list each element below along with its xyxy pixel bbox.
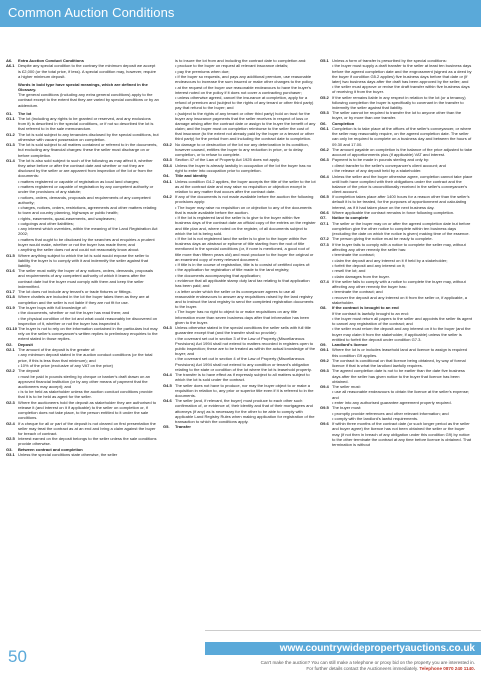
clause-text: The deposit [18,368,40,374]
clause [320,147,473,157]
clause-text: • rights, easements, quasi-easements, and wayleaves; [18,216,159,221]
clause-text: • the documents, whether or not the buyer has read them; and [18,310,159,315]
footer-note [188,660,475,672]
clause-text: The buyer is not to rely on the information contained in the particulars but may rely on the seller's conveyancer's written replies to preliminary enquiries to the extent stated in those replies. [18,326,158,342]
clause-text: Words in bold type have special meanings, which are defined in the Glossary. [18,81,148,92]
clause-text: Where applicable the contract remains in force following completion. [332,209,455,215]
clause-text: • is to be held as stakeholder unless the auction conduct conditions provide that it is to be held as agent for the seller. [18,389,159,399]
clause [320,95,473,110]
bullet-item [163,309,316,324]
footer-note-line1: Can't make the auction? You can still make a telephone or proxy bid on the property you are interested in. [260,660,475,665]
clause-number: G3.3 [163,157,172,163]
clause-text: Where the auctioneers hold the deposit as stakeholder they are authorised to release it (and interest on it if applicable) to the seller on completion or, if completion does not take place, to the person entitled to it under the sale conditions. [18,399,157,421]
clause-text: Where the lot is or includes leasehold land and licence to assign is required this condition G9 applies. [332,347,467,358]
clause-number: G7.3 [320,241,329,247]
clause-number: G1.6 [6,268,15,274]
clause-text: Unless condition G4.2 applies, the buyer accepts the title of the seller to the lot as at the contract date and may raise no requisition or objection except in relation to any matter that occurs after the contract date. [175,178,316,194]
clause-text: Interest earned on the deposit belongs to the seller unless the sale conditions provide otherwise. [18,436,157,447]
footer-note-line2 [188,666,475,672]
clause-text: Transfer [175,424,191,430]
clause [163,372,316,382]
clause-text: Unless the special conditions state otherwise, the seller [18,452,118,458]
bullet-item [6,237,159,247]
clause-text: • evidence that all applicable stamp duty land tax relating to that application has been paid; and [175,278,316,288]
clause-text: • notices, orders, demands, proposals and requirements of any competent authority; [18,195,159,205]
clause-number: G2.2 [6,368,15,374]
clause [6,253,159,268]
clause-number: G6. [320,120,327,126]
clause-number [163,58,175,63]
clause-text: • the buyer must supply a draft transfer to the seller at least ten business days before the agreed completion date and the engrossment (signed as a deed by the buyer if condition G5.2 applies) five business days before that date or (if later) two business days after the draft has been approved by the seller; and [332,63,473,84]
column-right [320,58,473,628]
clause [320,368,473,383]
clause-number: G6.4 [320,173,329,179]
clause-number: G9.4 [320,384,329,390]
clause-text: • the seller must return the deposit and any interest on it to the buyer (and the buyer may claim it from the stakeholder, if applicable) unless the seller is entitled to forfeit the deposit under condition G7.3. [332,326,473,341]
clause-text: Completion [332,120,355,126]
clause-number: G1.8 [6,294,15,300]
clause-text: • outgoings and other liabilities; [18,221,159,226]
clause-number: G2.3 [6,399,15,405]
clause [320,110,473,120]
clause [320,242,473,252]
clause-text: • charges, notices, orders, restrictions, agreements and other matters relating to town and country planning, highways or public health; [18,205,159,215]
clause-text: If the seller fails to comply with a notice to complete the buyer may, without affecting any other remedy the buyer has: [332,278,466,290]
bullet-item [163,74,316,84]
clause-number: G7. [320,215,327,221]
clause-number: G6.6 [320,209,329,215]
clause-number [6,82,18,92]
clause [6,142,159,157]
page-number: 50 [8,647,27,666]
clause-number: G7.1 [320,220,329,226]
clause-text: • direct transfer to the seller's conveyancer's client account; and [332,163,473,168]
clause-text: • 10% of the price (exclusive of any VAT on the price) [18,363,159,368]
bullet-item [6,205,159,215]
bullet-item [163,205,316,215]
clause-text: • use all reasonable endeavours to obtain the licence at the seller's expense; and [332,389,473,399]
bullet-item [163,85,316,95]
clause [6,82,159,92]
clause-number: G6.1 [320,126,329,132]
bullet-item [163,95,316,110]
bullet-item [163,215,316,236]
clause-number: G4.1 [163,178,172,184]
clause-text: The amount of the deposit is the greater of: [18,347,96,353]
bullet-item [320,389,473,399]
clause-text: • the release of any deposit held by a stakeholder. [332,168,473,173]
clause-number: G6.2 [320,146,329,152]
clause [163,383,316,398]
clause-text: • pay the premiums when due; [175,69,316,74]
clause-text: • The buyer may raise no requisition on or objection to any of the documents that is made available before the auction. [175,205,316,215]
clause-number: G4. [163,173,170,179]
clause-text: If the seller remains liable in any respect in relation to the lot (or a tenancy) following completion the buyer is specifically to covenant in the transfer to indemnify the seller against that liability. [332,94,466,110]
clause-text: • matters registered or capable of registration by any competent authority or under the provisions of any statute; [18,184,159,194]
clause-number: G5.2 [320,94,329,100]
clause-text: The seller must: [332,384,361,390]
clause-text: The contract is conditional on that licence being obtained, by way of formal licence if that is what the landlord lawfully requires. [332,357,466,369]
clause-number: G1.10 [6,326,18,332]
clause-text: Unless the seller and the buyer otherwise agree, completion cannot take place until both have complied with their obligations under the contract and the balance of the price is unconditionally received in the seller's conveyancer's client account. [332,173,473,194]
bullet-item [6,389,159,399]
clause-text: The seller cannot be required to transfer the lot to anyone other than the buyer, or by more than one transfer. [332,110,462,121]
clause-number: G9.3 [320,368,329,374]
clause [6,421,159,436]
clause-text: • the buyer must return all papers to the seller and appoints the seller its agent to cancel any registration of the contract; and [332,316,473,326]
clause-text: • the application for registration of title made to the land registry; [175,267,316,272]
clause-number: G3.1 [6,452,15,458]
clause-text: • matters that ought to be disclosed by the searches and enquiries a prudent buyer would make, whether or not the buyer has made them; and [18,237,159,247]
clause-text: • the covenant set out in section 4 of the Law of Property (Miscellaneous Provisions) Act 1994 shall not extend to any condition or tenant's obligation relating to the state or condition of the lot where the lot is leasehold property. [175,356,316,371]
footer-bar [205,642,481,655]
clause-text: • terminate the contract; and [332,289,473,294]
clause-text: • the documents accompanying that application; [175,273,316,278]
bullet-item [320,63,473,84]
clause-text: Payment is to be made in pounds sterling and only by: [332,157,430,163]
clause-text: • promptly provide references and other relevant information; and [332,411,473,416]
bullet-item [163,236,316,262]
clause [6,452,159,457]
clause-text: Between contract and completion [18,446,83,452]
clause [320,347,473,357]
clause-text: The agreed completion date is not to be earlier than the date five business days after the seller has given notice to the buyer that licence has been obtained. [332,368,465,384]
clause-text: • The buyer has no right to object to or make requisitions on any title information more than seven business days after that information has been given to the buyer. [175,309,316,324]
clause [320,221,473,236]
bullet-item [6,226,159,236]
clause-text: The lot is sold subject to any tenancies disclosed by the special conditions, but otherwise with vacant possession on completion. [18,131,159,142]
clause-number: G2.5 [6,436,15,442]
section-heading [163,424,316,429]
clause-text: If any of the documents is not made available before the auction the following provisions apply: [175,194,314,205]
clause-text: The amount payable on completion is the balance of the price adjusted to take account of apportionments plus (if applicable) VAT and interest. [332,146,473,158]
clause-number: G1.7 [6,289,15,295]
phone-number: Telephone 0870 240 1140. [419,666,475,671]
clause-number: G9.2 [320,357,329,363]
footer-divider [205,630,481,631]
bullet-item [163,111,316,142]
bullet-item [320,84,473,94]
clause-text: Unless the buyer is already lawfully in occupation of the lot the buyer has no right to enter into occupation prior to completion. [175,162,312,173]
clause-number: G3.2 [163,141,172,147]
clause [6,400,159,421]
bullet-item [320,326,473,341]
clause [6,436,159,446]
clause-text: • any interest which overrides, within the meaning of the Land Registration Act 2002; [18,226,159,236]
clause-text: • comply with the landlord's lawful requirements. [332,416,473,421]
conditions-columns [6,58,473,628]
clause [163,163,316,173]
bullet-item [6,195,159,205]
clause-number [6,92,18,107]
clause-text: • at the request of the buyer use reasonable endeavours to have the buyer's interest noted on the policy if it does not cover a contracting purchaser; [175,85,316,95]
clause-number: G4.6 [163,398,172,404]
clause-number: G1.9 [6,304,15,310]
clause-number: G1.1 [6,116,15,122]
clause-text: No damage to or destruction of the lot nor any deterioration in its condition, however caused, entitles the buyer to any reduction in price, or to delay completion, or to refuse to complete. [175,141,309,158]
bullet-item [6,374,159,389]
clause-text: Deposit [18,341,33,347]
clause-number: G9.5 [320,405,329,411]
bullet-item [163,356,316,371]
clause [163,194,316,204]
clause-text: The buyer must: [332,405,362,411]
clause-number: G9.6 [320,421,329,427]
clause-text: • recover the deposit and any interest on it from the seller or, if applicable, a stakeholder. [332,295,473,305]
clause-number: G2.1 [6,347,15,353]
clause-text: • anything the seller does not and could not reasonably know about. [18,247,159,252]
clause-text: The transfer is to have effect as if expressly subject to all matters subject to which the lot is sold under the contract. [175,372,310,383]
clause-text: • claim damages from the buyer. [332,274,473,279]
clause-number: G2. [6,341,13,347]
clause-text: If the contract is brought to an end [332,305,399,311]
clause-number: G1.3 [6,142,15,148]
clause [163,325,316,335]
clause-text: • enter into any authorised guarantee agreement properly required. [332,400,473,405]
clause-text: • terminate the contract; [332,252,473,257]
clause [6,326,159,341]
clause-text: • produce to the buyer on request all relevant insurance details; [175,63,316,68]
clause [6,116,159,131]
clause-number: G9. [320,342,327,348]
clause-text: The lot is also sold subject to such of the following as may affect it, whether they arise before or after the contract date and whether or not they are disclosed by the seller or are apparent from inspection of the lot or from the documents: [18,157,153,179]
clause [6,132,159,142]
clause-text: The general conditions (including any extra general conditions) apply to the contract except to the extent that they are varied by special conditions or by an addendum. [18,92,159,108]
column-left [6,58,159,628]
clause-text: The lot (including any rights to be granted or reserved, and any exclusions from it) is described in the special conditions, or if not so described the lot is that referred to in the sale memorandum. [18,116,154,132]
bullet-item [320,316,473,326]
clause [320,126,473,147]
clause-text: If completion takes place after 1400 hours for a reason other than the seller's default it is to be treated, for the purposes of apportionment and calculating interest, as if it had taken place on the next business day. [332,194,470,210]
clause-number: G9.1 [320,347,329,353]
clause-text: is to insure the lot from and including the contract date to completion and: [175,58,307,63]
clause-text: Despite any special condition to the contrary the minimum deposit we accept is £2,000 (or the total price, if less). A special condition may, however, require a higher minimum deposit. [18,63,157,79]
clause-text: The seller does not have to produce, nor may the buyer object to or make a requisition in relation to, any prior or superior title even if it is referred to in the documents. [175,382,314,398]
clause-number: G8. [320,305,327,311]
clause-number: A6.1 [6,63,15,69]
clause-text: • unless otherwise agreed, cancel the insurance at completion, apply for a refund of premium and (subject to the rights of any tenant or other third party) pay that refund to the buyer; and [175,95,316,110]
clause-number: G4.5 [163,382,172,388]
clause [6,158,159,179]
clause-text: Title and identity [175,173,208,179]
clause-text: The seller (and, if relevant, the buyer) must produce to each other such confirmation of, or evidence of, their identity and that of their mortgagees and attorneys (if any) as is necessary for the other to be able to comply with applicable Land Registry Rules when making application for registration of the transaction to which the conditions apply. [175,398,315,424]
clause [320,194,473,209]
clause-text: Unless a form of transfer is prescribed by the special conditions: [332,58,447,63]
clause-text: The lot is sold subject to all matters contained or referred to in the documents, but excluding any financial charges: these the seller must discharge on or before completion. [18,142,158,158]
clause-number [320,311,332,316]
clause-number: G7.2 [320,236,329,242]
clause [6,294,159,304]
clause-text: • claim the deposit and any interest on it if held by a stakeholder; [332,258,473,263]
clause [163,142,316,157]
clause-text: The buyer buys with full knowledge of: [18,304,87,310]
clause-text: • If the lot is not registered land the seller is to give to the buyer within five business days an abstract or epitome of title starting from the root of title mentioned in the special conditions (or, if none is mentioned, a good root of title more than fifteen years old) and must produce to the buyer the original or an examined copy of every relevant document. [175,236,316,262]
bullet-item [163,336,316,357]
clause [163,179,316,194]
clause-text: Where anything subject to which the lot is sold would expose the seller to liability the buyer is to comply with it and indemnify the seller against that liability. [18,252,149,268]
clause-text: Section 47 of the Law of Property Act 1925 does not apply. [175,157,280,163]
clause-text: Extra Auction Conduct Conditions [18,58,84,63]
clause-text: • must be paid in pounds sterling by cheque or banker's draft drawn on an approved financial institution (or by any other means of payment that the auctioneers may accept); and [18,374,159,389]
clause [320,358,473,368]
clause-text: The lot does not include any tenant's or trade fixtures or fittings. [18,289,132,295]
clause-text: • the physical condition of the lot and what could reasonably be discovered on inspection of it, whether or not the buyer has inspected it. [18,316,159,326]
clause-text: Unless otherwise stated in the special conditions the seller sells with full title guarantee except that (and the transfer shall so provide): [175,325,311,336]
clause-text: • (subject to the rights of any tenant or other third party) hold on trust for the buyer any insurance payments that the seller receives in respect of loss or damage arising after the contract date or assign to the buyer the benefit of any claim; and the buyer must on completion reimburse to the seller the cost of that insurance (to the extent not already paid by the buyer or a tenant or other third party) for the period from and including the contract date to completion. [175,111,316,142]
clause-text: • a letter under which the seller or its conveyancer agrees to use all reasonable endeavours to answer any requisitions raised by the land registry and to instruct the land registry to send the completed registration documents to the buyer. [175,289,316,310]
clause [6,268,159,289]
clause-text: The seller must notify the buyer of any notices, orders, demands, proposals and requirements of any competent authority of which it learns after the contract date but the buyer must comply with them and keep the seller indemnified. [18,268,153,289]
clause-number: G4.4 [163,372,172,378]
bullet-item [163,278,316,288]
clause-number: G5.1 [320,58,329,63]
clause-text: If within three months of the contract date (or such longer period as the seller and buyer agree) the licence has not been obtained the seller or the buyer may (if not then in breach of any obligation under this condition G9) by notice to the other terminate the contract at any time before licence is obtained. That termination is without [332,421,471,447]
clause [6,63,159,78]
clause-text: Completion is to take place at the offices of the seller's conveyancer, or where the seller may reasonably require, on the agreed completion date. The seller can only be required to complete on a business day and between the hours of 09.30 and 17.00. [332,126,472,147]
clause [163,398,316,424]
clause [320,421,473,447]
footer-note-line2-text: For further details contact the Auctioneers immediately. [306,666,419,671]
clause-number: G5.3 [320,110,329,116]
bullet-item [320,295,473,305]
clause [6,92,159,107]
clause-number: G3.4 [163,162,172,168]
clause-text: Notice to complete [332,215,369,221]
clause-text: If the buyer fails to comply with a notice to complete the seller may, without affecting any other remedy the seller has: [332,241,466,252]
clause [320,174,473,195]
clause-number: G7.4 [320,278,329,284]
clause-number: G2.4 [6,420,15,426]
clause-number: G5. [163,424,170,430]
clause-number: G6.5 [320,194,329,200]
clause-text: • resell the lot; and [332,268,473,273]
clause-text: The seller or the buyer may on or after the agreed completion date but before completion give the other notice to complete within ten business days (excluding the date on which the notice is given) making time of the essence. [332,220,471,236]
page-title: Common Auction Conditions [8,5,175,20]
clause-number: G4.2 [163,194,172,200]
clause-number: G1.5 [6,252,15,258]
page-header [0,0,481,27]
clause-number: G1. [6,110,13,116]
clause-text: • the seller must approve or revise the draft transfer within five business days of receiving it from the buyer. [332,84,473,94]
bullet-item [6,316,159,326]
clause-text: • matters registered or capable of registration as local land charges; [18,179,159,184]
website-link[interactable]: www.countrywidepropertyauctions.co.uk [279,643,475,654]
clause-text: • forfeit the deposit and any interest on it; [332,263,473,268]
clause-text: Where chattels are included in the lot the buyer takes them as they are at completion and the seller is not liable if they are not fit for use. [18,294,150,305]
clause-number: G1.2 [6,131,15,137]
clause-text: If a cheque for all or part of the deposit is not cleared on first presentation the seller may treat the contract as at an end and bring a claim against the buyer for breach of contract. [18,420,156,436]
bullet-item [163,289,316,310]
clause-text: If the contract is lawfully brought to an end: [332,310,409,316]
clause-number: G6.3 [320,157,329,163]
clause-number: A6. [6,58,13,63]
clause-text: The lot [18,110,32,116]
clause [320,279,473,289]
clause-text: • If title is in the course of registration, title is to consist of certified copies of: [175,262,316,267]
clause-text: • any minimum deposit stated in the auction conduct conditions (or the total price, if this is less than that minimum); and [18,352,159,362]
clause-text: • the covenant set out in section 3 of the Law of Property (Miscellaneous Provisions) Act 1994 shall not extend to matters recorded in registers open to public inspection; these are to be treated as within the actual knowledge of the buyer; and [175,336,316,357]
clause-text: The person giving the notice must be ready to complete. [332,236,433,242]
clause-number: G3. [6,446,13,452]
clause-number: G4.3 [163,325,172,331]
clause-text: • If the lot is registered land the seller is to give to the buyer within five business days of the contract date an official copy of the entries on the register and title plan and, where noted on the register, of all documents subject to which the lot is being sold. [175,215,316,236]
clause-number: G1.4 [6,157,15,163]
bullet-item [6,184,159,194]
clause-text: Landlord's licence [332,342,368,348]
bullet-item [6,352,159,362]
clause-text: • if the buyer so requests, and pays any additional premium, use reasonable endeavours to increase the sum insured or make other changes to the policy; [175,74,316,84]
column-middle [163,58,316,628]
